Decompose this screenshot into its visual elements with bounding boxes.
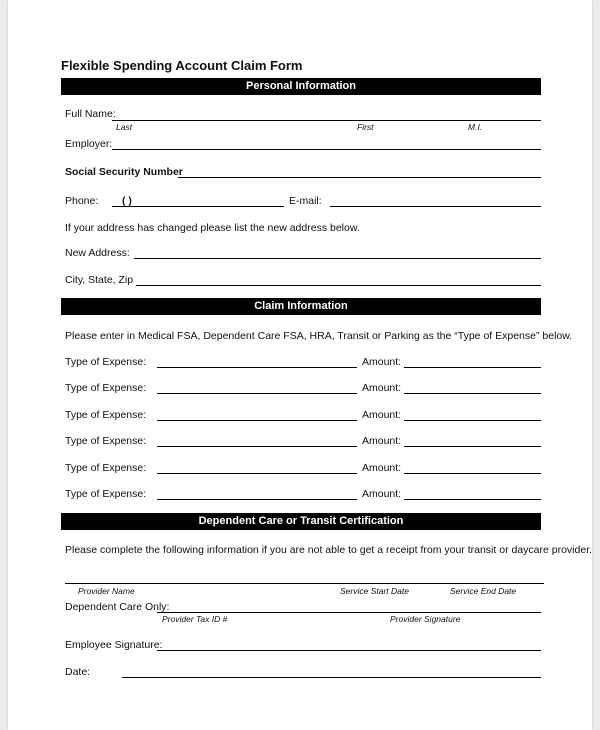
last-name-caption: Last bbox=[116, 122, 133, 132]
expense-type-field[interactable] bbox=[157, 367, 357, 368]
expense-type-label: Type of Expense: bbox=[65, 435, 147, 447]
full-name-label: Full Name: bbox=[65, 108, 116, 120]
email-label: E-mail: bbox=[289, 195, 322, 207]
ssn-field[interactable] bbox=[178, 177, 541, 178]
employer-field[interactable] bbox=[112, 149, 541, 150]
phone-field[interactable] bbox=[112, 206, 284, 207]
expense-type-label: Type of Expense: bbox=[65, 356, 147, 368]
amount-field[interactable] bbox=[404, 393, 541, 394]
section-header-personal: Personal Information bbox=[61, 78, 541, 95]
amount-label: Amount: bbox=[362, 488, 402, 500]
amount-label: Amount: bbox=[362, 356, 402, 368]
amount-label: Amount: bbox=[362, 382, 402, 394]
service-end-date-caption: Service End Date bbox=[450, 586, 517, 596]
service-start-date-caption: Service Start Date bbox=[340, 586, 409, 596]
date-label: Date: bbox=[65, 666, 91, 678]
provider-name-caption: Provider Name bbox=[78, 586, 135, 596]
form-page bbox=[8, 0, 592, 730]
city-state-zip-label: City, State, Zip bbox=[65, 274, 134, 286]
new-address-label: New Address: bbox=[65, 247, 130, 259]
amount-field[interactable] bbox=[404, 446, 541, 447]
certification-instructions: Please complete the following information if you are not able to get a receipt from your transit or daycare provider. bbox=[65, 544, 593, 556]
first-name-caption: First bbox=[357, 122, 374, 132]
amount-field[interactable] bbox=[404, 473, 541, 474]
section-header-certification: Dependent Care or Transit Certification bbox=[61, 513, 541, 530]
dependent-care-field[interactable] bbox=[157, 612, 541, 613]
employee-signature-label: Employee Signature: bbox=[65, 639, 163, 651]
section-header-claim: Claim Information bbox=[61, 298, 541, 315]
phone-area-code-parens: ( ) bbox=[122, 195, 132, 207]
full-name-field[interactable] bbox=[112, 120, 541, 121]
date-field[interactable] bbox=[122, 677, 541, 678]
amount-label: Amount: bbox=[362, 409, 402, 421]
city-state-zip-field[interactable] bbox=[136, 285, 541, 286]
phone-label: Phone: bbox=[65, 195, 99, 207]
claim-instructions: Please enter in Medical FSA, Dependent Care FSA, HRA, Transit or Parking as the “Type of Expense” below. bbox=[65, 330, 573, 342]
new-address-field[interactable] bbox=[134, 258, 541, 259]
address-change-note: If your address has changed please list the new address below. bbox=[65, 222, 360, 234]
provider-tax-id-caption: Provider Tax ID # bbox=[162, 614, 228, 624]
amount-label: Amount: bbox=[362, 462, 402, 474]
middle-initial-caption: M.I. bbox=[468, 122, 483, 132]
expense-type-field[interactable] bbox=[157, 446, 357, 447]
expense-type-label: Type of Expense: bbox=[65, 382, 147, 394]
expense-type-field[interactable] bbox=[157, 420, 357, 421]
expense-type-field[interactable] bbox=[157, 393, 357, 394]
dependent-care-only-label: Dependent Care Only: bbox=[65, 601, 170, 613]
ssn-label: Social Security Number bbox=[65, 166, 183, 178]
provider-info-line[interactable] bbox=[65, 583, 544, 584]
expense-type-label: Type of Expense: bbox=[65, 488, 147, 500]
employee-signature-field[interactable] bbox=[157, 650, 541, 651]
expense-type-field[interactable] bbox=[157, 499, 357, 500]
provider-signature-caption: Provider Signature bbox=[390, 614, 461, 624]
expense-type-label: Type of Expense: bbox=[65, 409, 147, 421]
amount-label: Amount: bbox=[362, 435, 402, 447]
amount-field[interactable] bbox=[404, 420, 541, 421]
email-field[interactable] bbox=[330, 206, 541, 207]
expense-type-label: Type of Expense: bbox=[65, 462, 147, 474]
amount-field[interactable] bbox=[404, 367, 541, 368]
form-title: Flexible Spending Account Claim Form bbox=[61, 58, 303, 73]
expense-type-field[interactable] bbox=[157, 473, 357, 474]
amount-field[interactable] bbox=[404, 499, 541, 500]
employer-label: Employer: bbox=[65, 138, 113, 150]
